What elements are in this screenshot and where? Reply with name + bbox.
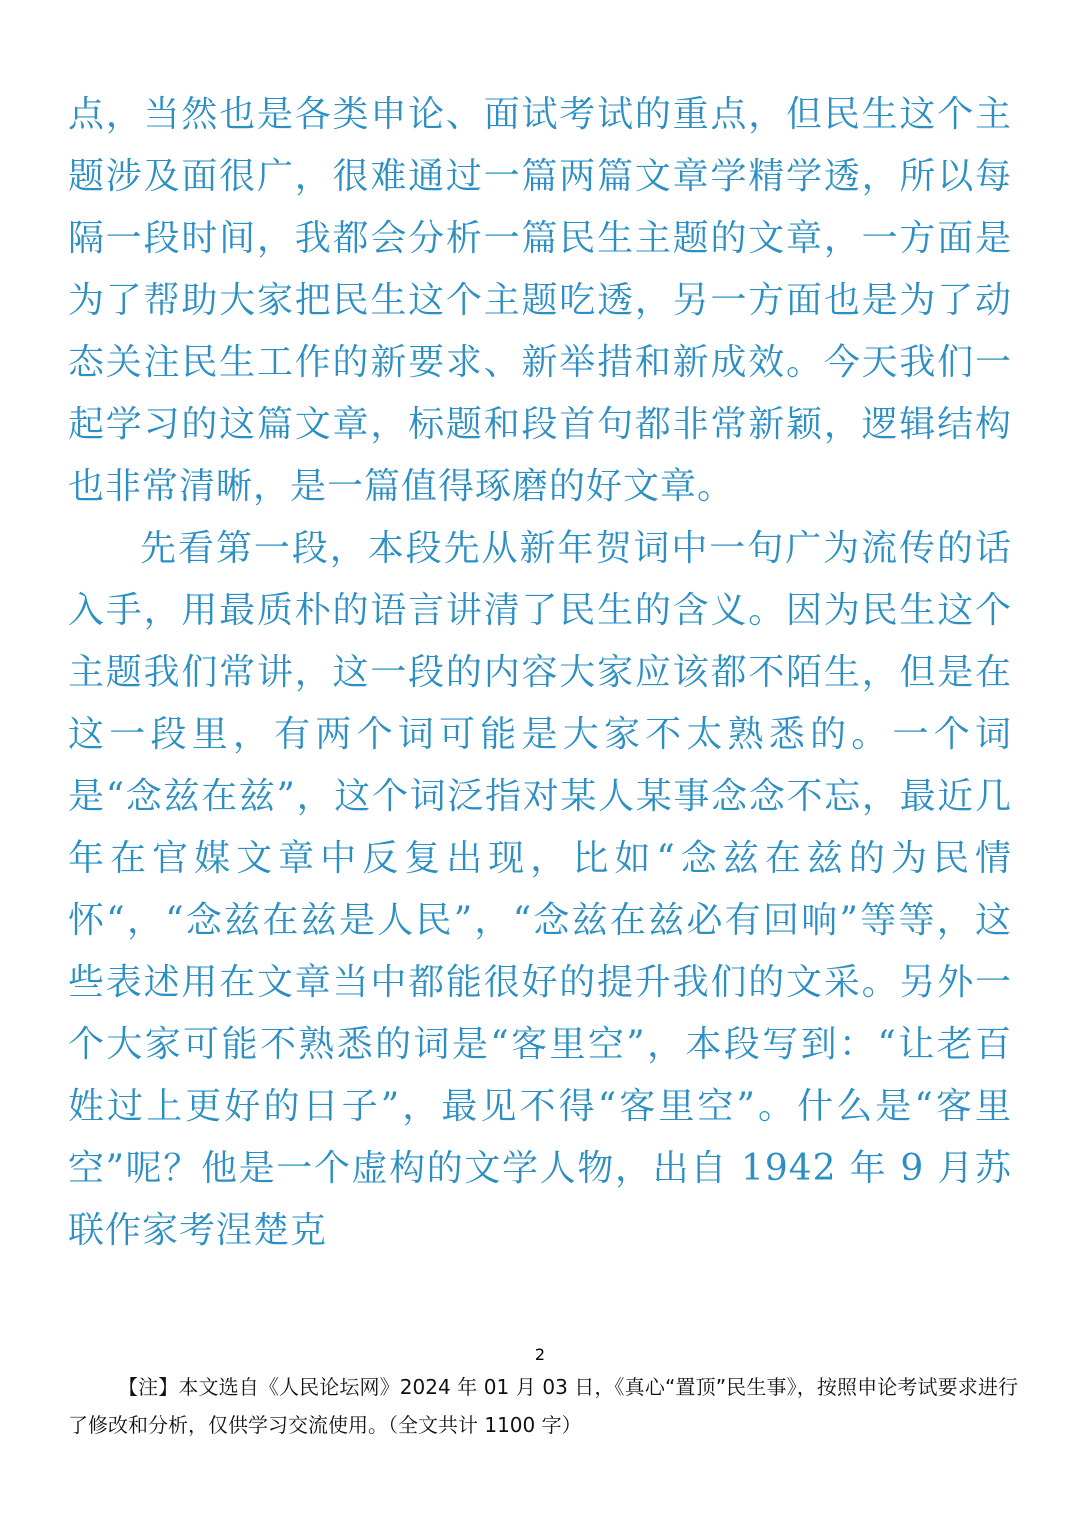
article-body bbox=[68, 84, 1012, 1262]
paragraph-2: 先看第一段，本段先从新年贺词中一句广为流传的话入手，用最质朴的语言讲清了民生的含义。因为民生这个主题我们常讲，这一段的内容大家应该都不陌生，但是在这一段里，有两个词可能是大家不太熟悉的。一个词是“念兹在兹”，这个词泛指对某人某事念念不忘，最近几年在官媒文章中反复出现，比如“念兹在兹的为民情怀“，“念兹在兹是人民”，“念兹在兹必有回响”等等，这些表述用在文章当中都能很好的提升我们的文采。另外一个大家可能不熟悉的词是“客里空”，本段写到：“让老百姓过上更好的日子”，最见不得“客里空”。什么是“客里空”呢？他是一个虚构的文学人物，出自 1942 年 9 月苏联作家考涅楚克 bbox=[68, 528, 1012, 1251]
paragraph-1: 点，当然也是各类申论、面试考试的重点，但民生这个主题涉及面很广，很难通过一篇两篇文章学精学透，所以每隔一段时间，我都会分析一篇民生主题的文章，一方面是为了帮助大家把民生这个主题吃透，另一方面也是为了动态关注民生工作的新要求、新举措和新成效。今天我们一起学习的这篇文章，标题和段首句都非常新颖，逻辑结构也非常清晰，是一篇值得琢磨的好文章。 bbox=[68, 94, 1012, 507]
footnote: 【注】本文选自《人民论坛网》2024 年 01 月 03 日，《真心“置顶”民生事》，按照申论考试要求进行了修改和分析，仅供学习交流使用。（全文共计 1100 字） bbox=[68, 1375, 1018, 1437]
page-number: 2 bbox=[534, 1345, 546, 1364]
